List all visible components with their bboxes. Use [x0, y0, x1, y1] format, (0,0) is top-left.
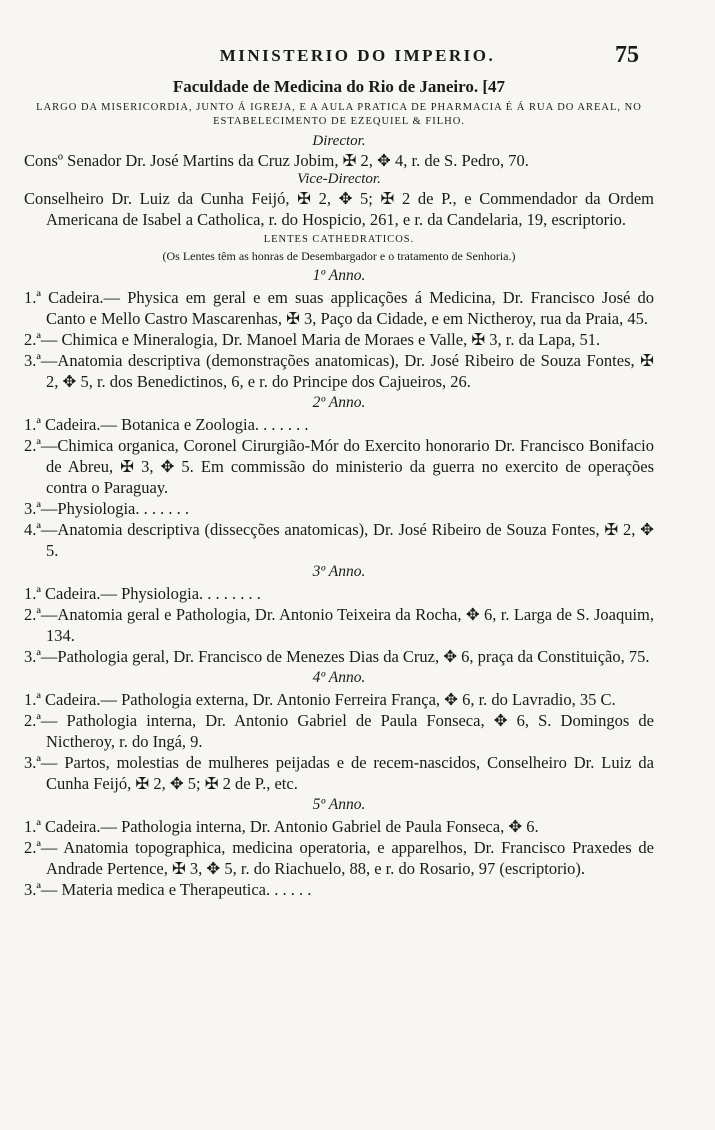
vice-director-entry: Conselheiro Dr. Luiz da Cunha Feijó, ✠ 2, ✥ 5; ✠ 2 de P., e Commendador da Ordem Americana de Isabel a Catholica, r. do Hospicio, 261, e r. da Candelaria, 19, escriptorio. [24, 189, 654, 229]
chair-entry: 3.ª—Anatomia descriptiva (demonstrações anatomicas), Dr. José Ribeiro de Souza Fontes, ✠ 2, ✥ 5, r. dos Benedictinos, 6, e r. do Principe dos Cajueiros, 26. [24, 351, 654, 391]
chair-entry: 1.ª Cadeira.— Pathologia externa, Dr. Antonio Ferreira França, ✥ 6, r. do Lavradio, 35 C. [24, 690, 616, 709]
chair-entry: 2.ª— Anatomia topographica, medicina operatoria, e apparelhos, Dr. Francisco Praxedes de Andrade Pertence, ✠ 3, ✥ 5, r. do Riachuelo, 88, e r. do Rosario, 97 (escriptorio). [24, 838, 654, 878]
chair-entry: 1.ª Cadeira.— Physica em geral e em suas applicações á Medicina, Dr. Francisco José do Canto e Mello Castro Mascarenhas, ✠ 3, Paço da Cidade, e em Nictheroy, rua da Praia, 45. [24, 288, 654, 328]
lentes-heading: LENTES CATHEDRATICOS. [263, 234, 415, 245]
chair-entry: 3.ª— Partos, molestias de mulheres peijadas e de recem-nascidos, Conselheiro Dr. Luiz da Cunha Feijó, ✠ 2, ✥ 5; ✠ 2 de P., etc. [24, 753, 654, 793]
page-number: 75 [615, 42, 639, 68]
year-heading: 4º Anno. [312, 669, 366, 686]
chair-entry: 2.ª— Chimica e Mineralogia, Dr. Manoel Maria de Moraes e Valle, ✠ 3, r. da Lapa, 51. [24, 330, 601, 349]
chair-entry: 1.ª Cadeira.— Physiologia. . . . . . . . [24, 584, 261, 603]
chair-entry: 2.ª—Anatomia geral e Pathologia, Dr. Antonio Teixeira da Rocha, ✥ 6, r. Larga de S. Joaquim, 134. [24, 605, 654, 645]
year-heading: 3º Anno. [312, 563, 366, 580]
year-section-3 [24, 562, 654, 667]
chair-entry: 3.ª—Pathologia geral, Dr. Francisco de Menezes Dias da Cruz, ✥ 6, praça da Constituição, 75. [24, 647, 650, 666]
year-heading: 1º Anno. [312, 267, 366, 284]
director-label: Director. [312, 133, 366, 149]
chair-entry: 4.ª—Anatomia descriptiva (dissecções anatomicas), Dr. José Ribeiro de Souza Fontes, ✠ 2, ✥ 5. [24, 520, 654, 560]
chair-entry: 3.ª— Materia medica e Therapeutica. . . . . . [24, 880, 312, 899]
chair-entry: 2.ª— Pathologia interna, Dr. Antonio Gabriel de Paula Fonseca, ✥ 6, S. Domingos de Nictheroy, r. do Ingá, 9. [24, 711, 654, 751]
year-section-4 [24, 668, 654, 794]
year-heading: 2º Anno. [312, 394, 366, 411]
page-header [0, 42, 715, 72]
year-heading: 5º Anno. [312, 796, 366, 813]
page-content [24, 76, 654, 900]
vice-director-label: Vice-Director. [297, 171, 381, 187]
chair-entry: 3.ª—Physiologia. . . . . . . [24, 499, 189, 518]
chair-entry: 2.ª—Chimica organica, Coronel Cirurgião-Mór do Exercito honorario Dr. Francisco Bonifacio de Abreu, ✠ 3, ✥ 5. Em commissão do ministerio da guerra no exercito de operações contra o Paraguay. [24, 436, 654, 497]
running-title: MINISTERIO DO IMPERIO. [219, 46, 496, 65]
institution-title: Faculdade de Medicina do Rio de Janeiro. [47 [172, 77, 506, 96]
year-section-2 [24, 393, 654, 561]
director-entry: Consº Senador Dr. José Martins da Cruz Jobim, ✠ 2, ✥ 4, r. de S. Pedro, 70. [24, 151, 529, 170]
chair-entry: 1.ª Cadeira.— Pathologia interna, Dr. Antonio Gabriel de Paula Fonseca, ✥ 6. [24, 817, 539, 836]
chair-entry: 1.ª Cadeira.— Botanica e Zoologia. . . . . . . [24, 415, 309, 434]
lentes-note: (Os Lentes têm as honras de Desembargador e o tratamento de Senhoria.) [162, 249, 516, 263]
institution-address: LARGO DA MISERICORDIA, JUNTO Á IGREJA, E A AULA PRATICA DE PHARMACIA É Á RUA DO AREAL, NO ESTABELECIMENTO DE EZEQUIEL & FILHO. [36, 102, 642, 127]
year-section-5 [24, 795, 654, 900]
year-section-1 [24, 266, 654, 392]
